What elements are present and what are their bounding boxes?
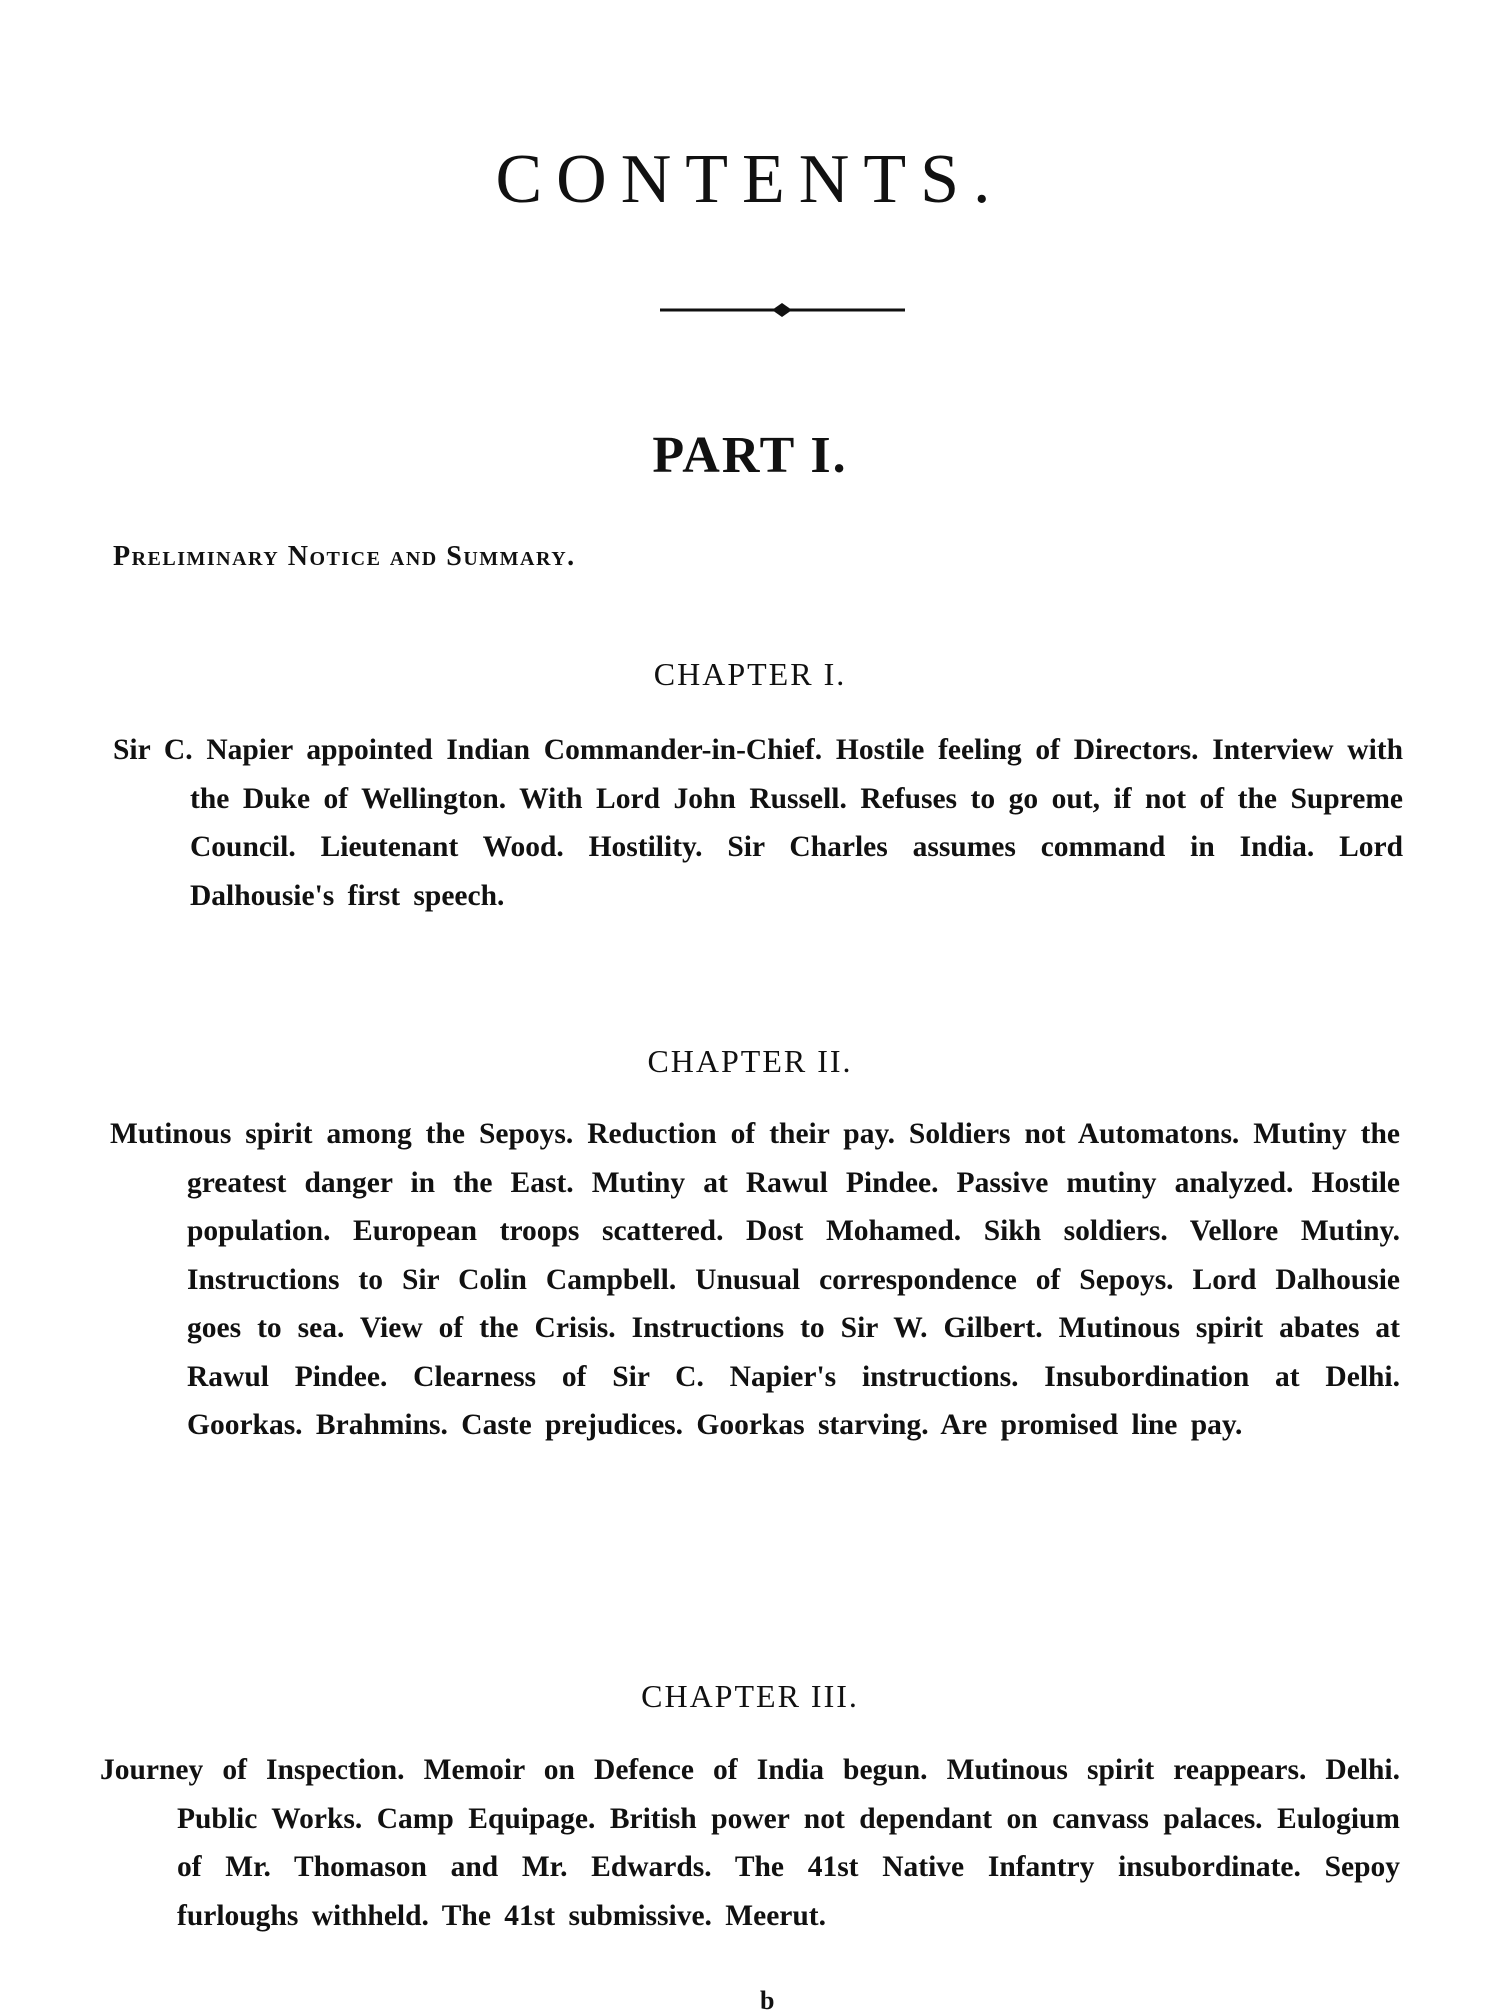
chapter-heading: CHAPTER III.	[641, 1678, 859, 1714]
preliminary-notice: Preliminary Notice and Summary.	[113, 541, 576, 572]
chapter-heading: CHAPTER I.	[653, 656, 847, 692]
contents-title: CONTENTS.	[495, 141, 1005, 218]
signature-mark: b	[760, 1986, 775, 2015]
chapter-summary: Sir C. Napier appointed Indian Commander-in-Chief. Hostile feeling of Directors. Interview with the Duke of Wellington. With Lord John Russell. Refuses to go out, if not of the Supreme Council. Lieutenant Wood. Hostility. Sir Charles assumes command in India. Lord Dalhousie's first speech.	[113, 734, 1403, 912]
chapter-summary: Mutinous spirit among the Sepoys. Reduction of their pay. Soldiers not Automatons. Mutiny the greatest danger in the East. Mutiny at Rawul Pindee. Passive mutiny analyzed. Hostile population. European troops scattered. Dost Mohamed. Sikh soldiers. Vellore Mutiny. Instructions to Sir Colin Campbell. Unusual correspondence of Sepoys. Lord Dalhousie goes to sea. View of the Crisis. Instructions to Sir W. Gilbert. Mutinous spirit abates at Rawul Pindee. Clearness of Sir C. Napier's instructions. Insubordination at Delhi. Goorkas. Brahmins. Caste prejudices. Goorkas starving. Are promised line pay.	[110, 1118, 1400, 1441]
ornamental-rule-icon	[660, 300, 905, 320]
chapter-summary: Journey of Inspection. Memoir on Defence of India begun. Mutinous spirit reappears. Delhi. Public Works. Camp Equipage. British power not dependant on canvass palaces. Eulogium of Mr. Thomason and Mr. Edwards. The 41st Native Infantry insubordinate. Sepoy furloughs withheld. The 41st submissive. Meerut.	[100, 1754, 1400, 1932]
chapter-heading: CHAPTER II.	[647, 1043, 853, 1079]
part-heading: PART I.	[652, 427, 848, 484]
